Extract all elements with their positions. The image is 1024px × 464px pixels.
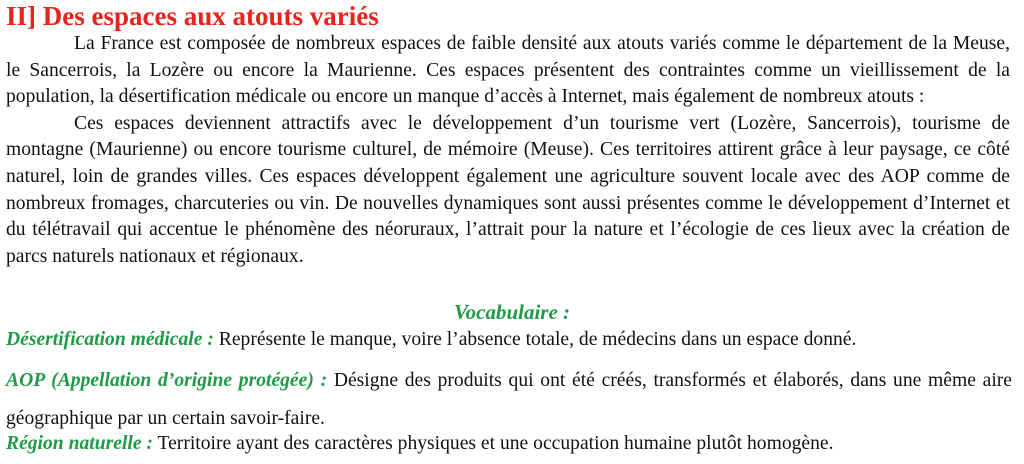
vocabulary-definition: Désigne des produits qui ont été créés, transformés et élaborés, dans une même aire géographique par un certain savoir-faire. [6, 370, 1012, 429]
vocabulary-term: Désertification médicale : [6, 329, 214, 350]
vocabulary-term: AOP (Appellation d’origine protégée) : [6, 370, 328, 391]
vocabulary-title: Vocabulaire : [453, 300, 571, 324]
vocabulary-entry [6, 362, 1012, 438]
section-title: II] Des espaces aux atouts variés [6, 1, 379, 31]
vocabulary-term: Région naturelle : [6, 433, 153, 454]
vocabulary-definition: Territoire ayant des caractères physiques et une occupation humaine plutôt homogène. [157, 433, 834, 454]
paragraph-atouts: Ces espaces deviennent attractifs avec le développement d’un tourisme vert (Lozère, Sancerrois), tourisme de montagne (Maurienne) ou encore tourisme culturel, de mémoire (Meuse). Ces territoires attirent grâce à leur paysage, ce côté naturel, loin de grandes villes. Ces espaces développent également une agriculture souvent locale avec des AOP comme de nombreux fromages, charcuteries ou vin. De nouvelles dynamiques sont aussi présentes comme le développement d’Internet et du télétravail qui accentue le phénomène des néoruraux, l’attrait pour la nature et l’écologie de ces lieux avec la création de parcs naturels nationaux et régionaux. [6, 112, 1010, 267]
vocabulary-definition: Représente le manque, voire l’absence totale, de médecins dans un espace donné. [218, 329, 857, 350]
vocabulary-entry [6, 326, 1012, 354]
vocabulary-entry [6, 430, 1012, 458]
paragraph-intro: La France est composée de nombreux espaces de faible densité aux atouts variés comme le département de la Meuse, le Sancerrois, la Lozère ou encore la Maurienne. Ces espaces présentent des contraintes comme un vieillissement de la population, la désertification médicale ou encore un manque d’accès à Internet, mais également de nombreux atouts : [6, 33, 1010, 108]
section-body [6, 31, 1010, 270]
